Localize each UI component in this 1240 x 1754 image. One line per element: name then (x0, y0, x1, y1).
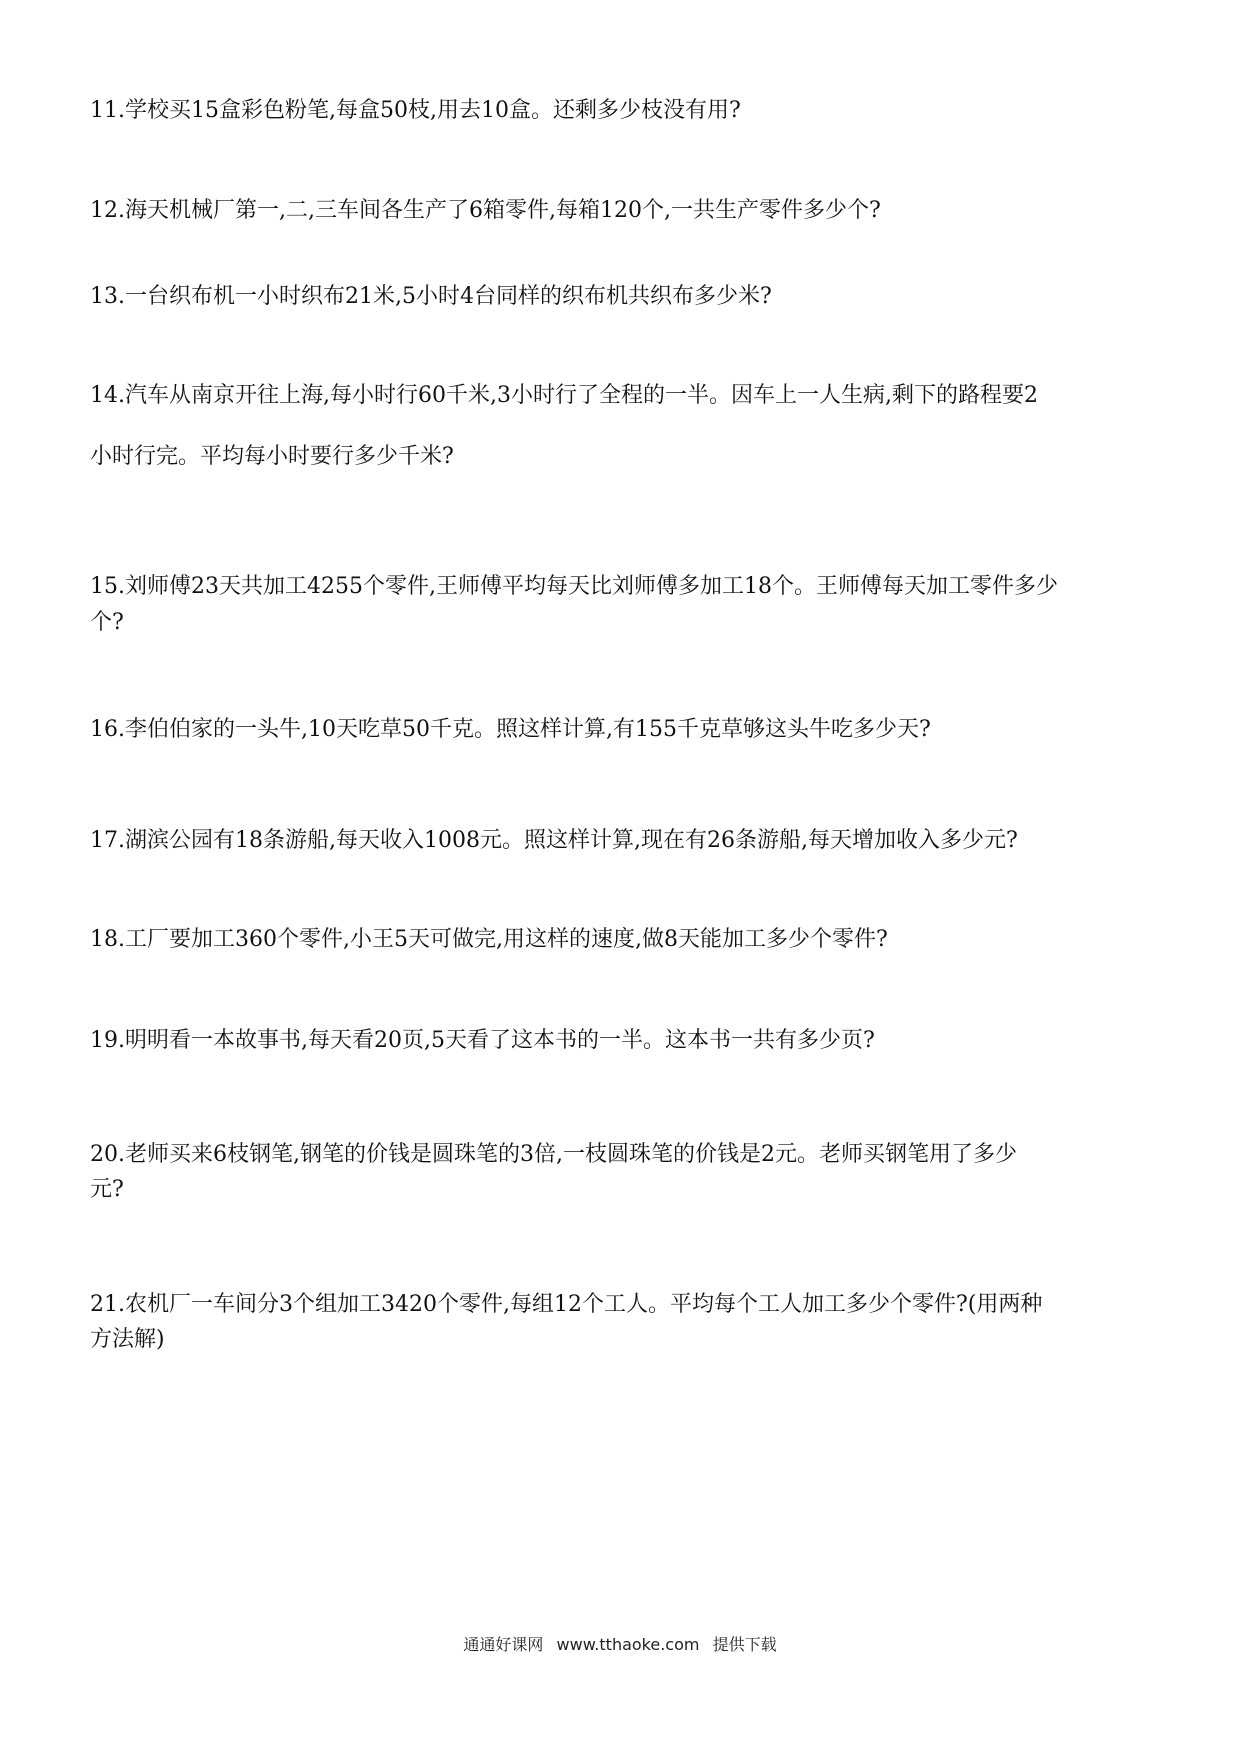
problem-21 (90, 1290, 1170, 1355)
problem-14 (90, 381, 1170, 472)
problem-13 (90, 282, 1170, 312)
problem-text-continued: 个? (90, 610, 124, 635)
problem-18 (90, 925, 1170, 955)
problem-text: 13.一台织布机一小时织布21米,5小时4台同样的织布机共织布多少米? (90, 284, 772, 309)
problem-text: 16.李伯伯家的一头牛,10天吃草50千克。照这样计算,有155千克草够这头牛吃多少天? (90, 717, 931, 742)
problem-20 (90, 1140, 1170, 1205)
footer-suffix: 提供下载 (712, 1635, 777, 1654)
problem-text-continued: 元? (90, 1177, 124, 1202)
footer-url: www.tthaoke.com (556, 1635, 700, 1654)
problem-text: 18.工厂要加工360个零件,小王5天可做完,用这样的速度,做8天能加工多少个零件? (90, 927, 888, 952)
page-footer (0, 1634, 1240, 1656)
problem-text: 14.汽车从南京开往上海,每小时行60千米,3小时行了全程的一半。因车上一人生病,剩下的路程要2 (90, 383, 1038, 408)
problem-text-continued: 方法解) (90, 1327, 165, 1352)
problem-text: 21.农机厂一车间分3个组加工3420个零件,每组12个工人。平均每个工人加工多少个零件?(用两种 (90, 1292, 1043, 1317)
problem-12 (90, 196, 1170, 226)
problem-text: 11.学校买15盒彩色粉笔,每盒50枝,用去10盒。还剩多少枝没有用? (90, 98, 741, 123)
problem-text: 17.湖滨公园有18条游船,每天收入1008元。照这样计算,现在有26条游船,每天增加收入多少元? (90, 828, 1018, 853)
problem-text: 12.海天机械厂第一,二,三车间各生产了6箱零件,每箱120个,一共生产零件多少个? (90, 198, 881, 223)
problem-15 (90, 572, 1170, 638)
problem-text: 20.老师买来6枝钢笔,钢笔的价钱是圆珠笔的3倍,一枝圆珠笔的价钱是2元。老师买钢笔用了多少 (90, 1142, 1017, 1167)
problem-19 (90, 1026, 1170, 1056)
problem-17 (90, 826, 1170, 856)
problem-text: 19.明明看一本故事书,每天看20页,5天看了这本书的一半。这本书一共有多少页? (90, 1028, 875, 1053)
problem-11 (90, 96, 1170, 126)
problem-text: 15.刘师傅23天共加工4255个零件,王师傅平均每天比刘师傅多加工18个。王师傅每天加工零件多少 (90, 574, 1058, 599)
footer-site-name: 通通好课网 (463, 1635, 544, 1654)
problem-16 (90, 715, 1170, 745)
problem-text-continued: 小时行完。平均每小时要行多少千米? (90, 444, 454, 469)
